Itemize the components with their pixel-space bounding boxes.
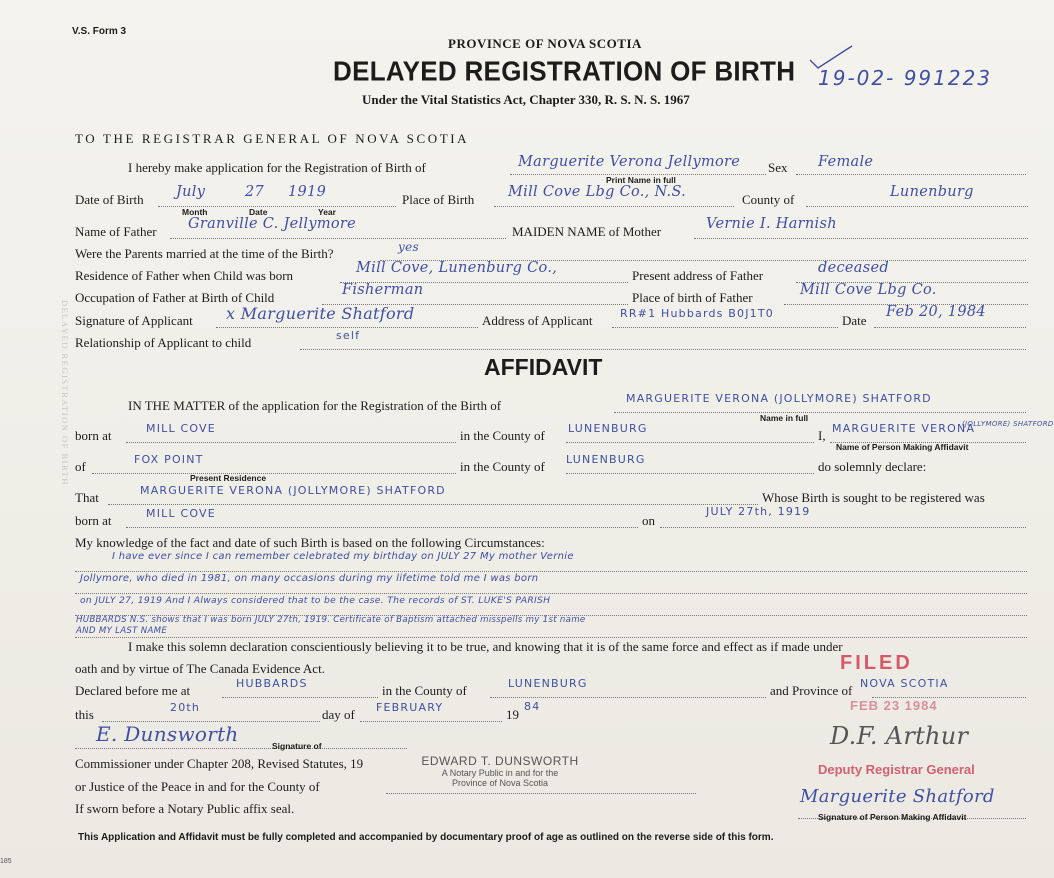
month-value: FEBRUARY [376, 701, 444, 714]
matter-label: IN THE MATTER of the application for the Registration of the Birth of [128, 398, 502, 413]
declaration-line-2: oath and by virtue of The Canada Evidence Act. [75, 661, 325, 676]
form-number: V.S. Form 3 [72, 26, 127, 37]
relationship-label: Relationship of Applicant to child [75, 335, 252, 350]
declared-at-value: HUBBARDS [236, 677, 308, 690]
signature-of-label: Signature of [272, 741, 322, 751]
dob-year-value: 1919 [288, 184, 327, 200]
addressee-line: TO THE REGISTRAR GENERAL OF NOVA SCOTIA [75, 131, 470, 146]
applicant-address-label: Address of Applicant [482, 313, 593, 328]
sex-label: Sex [768, 160, 788, 175]
mother-name-value: Vernie I. Harnish [706, 216, 837, 232]
place-of-birth-label: Place of Birth [402, 192, 475, 207]
father-occupation-label: Occupation of Father at Birth of Child [75, 290, 275, 305]
born-at-label: born at [75, 428, 112, 443]
circumstances-line-5: AND MY LAST NAME [76, 626, 168, 636]
deputy-registrar-stamp: Deputy Registrar General [818, 762, 975, 777]
filed-stamp: FILED [840, 652, 913, 674]
father-birthplace-label: Place of birth of Father [632, 290, 753, 305]
dob-label: Date of Birth [75, 192, 144, 207]
born-county-value: LUNENBURG [568, 422, 648, 435]
father-residence-label: Residence of Father when Child was born [75, 268, 294, 283]
relationship-value: self [336, 329, 361, 342]
circumstances-line-3: on JULY 27, 1919 And I Always considered that to be the case. The records of ST. LUKE'S PARISH [80, 595, 551, 606]
father-occupation-value: Fisherman [342, 282, 424, 298]
deponent-name-extra: (JOLLYMORE) SHATFORD [962, 420, 1054, 428]
county-label: County of [742, 192, 795, 207]
footer-note: This Application and Affidavit must be fully completed and accompanied by documentary proof of age as outlined on the reverse side of this form. [78, 832, 774, 843]
circumstances-line-1: I have ever since I can remember celebrated my birthday on JULY 27 My mother Vernie [112, 551, 574, 562]
born-at-value: MILL COVE [146, 422, 216, 435]
mother-label: MAIDEN NAME of Mother [512, 224, 662, 239]
application-date-value: Feb 20, 1984 [886, 304, 986, 320]
father-name-value: Granville C. Jellymore [188, 216, 357, 232]
affidavit-title: AFFIDAVIT [484, 354, 603, 380]
province-heading: PROVINCE OF NOVA SCOTIA [448, 36, 642, 51]
dob-day-value: 27 [245, 184, 265, 200]
county-value: Lunenburg [890, 184, 974, 200]
commissioner-label: Commissioner under Chapter 208, Revised Statutes, 19 [75, 756, 364, 771]
circumstances-line-4: HUBBARDS N.S. shows that I was born JULY 27th, 1919. Certificate of Baptism attached misspells my 1st name [76, 615, 586, 625]
month-label: Month [182, 207, 208, 217]
married-label: Were the Parents married at the time of the Birth? [75, 246, 334, 261]
declaration-line-1: I make this solemn declaration conscientiously believing it to be true, and knowing that it is of the same force and effect as if made under [128, 639, 843, 654]
father-residence-value: Mill Cove, Lunenburg Co., [356, 260, 558, 276]
present-residence-note: Present Residence [190, 473, 267, 483]
filed-date-stamp: FEB 23 1984 [850, 698, 938, 713]
declare-label: do solemnly declare: [818, 459, 927, 474]
day-value: 20th [170, 701, 201, 714]
signature-label: Signature of Applicant [75, 313, 193, 328]
residence-county-value: LUNENBURG [566, 453, 646, 466]
deponent-signature-label: Signature of Person Making Affidavit [818, 812, 967, 822]
year-value: 84 [524, 700, 541, 713]
date-label: Date [249, 207, 268, 217]
father-present-address-label: Present address of Father [632, 268, 764, 283]
child-name-value: Marguerite Verona Jellymore [518, 154, 741, 170]
residence-value: FOX POINT [134, 453, 204, 466]
year-label: Year [318, 207, 336, 217]
deponent-note: Name of Person Making Affidavit [836, 442, 969, 452]
father-label: Name of Father [75, 224, 157, 239]
province-label: and Province of [770, 683, 853, 698]
notary-name: EDWARD T. DUNSWORTH [421, 754, 579, 768]
declared-county-value: LUNENBURG [508, 677, 588, 690]
notary-line-1: A Notary Public in and for the [441, 768, 559, 778]
side-bleed-text: DELAYED REGISTRATION OF BIRTH [60, 300, 70, 486]
form-subtitle: Under the Vital Statistics Act, Chapter 330, R. S. N. S. 1967 [362, 92, 690, 107]
registrar-initials: D.F. Arthur [830, 722, 969, 750]
day-of-label: day of [322, 707, 355, 722]
residence-of-label: of [75, 459, 86, 474]
footer-code: 185 [0, 858, 12, 865]
commissioner-signature: E. Dunsworth [96, 722, 239, 746]
born-on-label: on [642, 513, 655, 528]
name-in-full-note: Name in full [760, 413, 809, 423]
sex-value: Female [818, 154, 874, 170]
that-name-value: MARGUERITE VERONA (JOLLYMORE) SHATFORD [140, 484, 446, 497]
matter-name-value: MARGUERITE VERONA (JOLLYMORE) SHATFORD [626, 392, 932, 405]
notary-stamp [412, 754, 588, 788]
this-label: this [75, 707, 94, 722]
father-present-address-value: deceased [818, 260, 889, 276]
knowledge-label: My knowledge of the fact and date of such Birth is based on the following Circumstances: [75, 535, 545, 550]
application-date-label: Date [842, 313, 867, 328]
applicant-signature: x Marguerite Shatford [226, 304, 415, 323]
applicant-address-value: RR#1 Hubbards B0J1T0 [620, 307, 774, 320]
married-value: yes [398, 240, 419, 254]
place-of-birth-value: Mill Cove Lbg Co., N.S. [508, 184, 687, 200]
born-county-label: in the County of [460, 428, 545, 443]
registration-number: 19-02- 991223 [818, 66, 993, 90]
that-label: That [75, 490, 99, 505]
born-at-label-2: born at [75, 513, 112, 528]
deponent-i-label: I, [818, 428, 826, 443]
circumstances-line-2: Jollymore, who died in 1981, on many occasions during my lifetime told me I was born [80, 573, 539, 584]
justice-label: or Justice of the Peace in and for the County of [75, 779, 320, 794]
residence-county-label: in the County of [460, 459, 545, 474]
father-birthplace-value: Mill Cove Lbg Co. [800, 282, 937, 298]
born-at-value-2: MILL COVE [146, 507, 216, 520]
born-on-value: JULY 27th, 1919 [706, 505, 811, 518]
province-value: NOVA SCOTIA [860, 677, 949, 690]
notary-line-2: Province of Nova Scotia [451, 778, 549, 788]
application-label: I hereby make application for the Registration of Birth of [128, 160, 426, 175]
declared-county-label: in the County of [382, 683, 467, 698]
whose-birth-label: Whose Birth is sought to be registered was [762, 490, 985, 505]
deponent-name-value: MARGUERITE VERONA [832, 422, 976, 435]
year-prefix: 19 [506, 707, 519, 722]
dob-month-value: July [176, 184, 206, 200]
form-title: DELAYED REGISTRATION OF BIRTH [333, 55, 796, 87]
print-name-note: Print Name in full [606, 175, 676, 185]
notary-label: If sworn before a Notary Public affix seal. [75, 801, 295, 816]
declared-at-label: Declared before me at [75, 683, 191, 698]
deponent-signature: Marguerite Shatford [800, 786, 995, 807]
